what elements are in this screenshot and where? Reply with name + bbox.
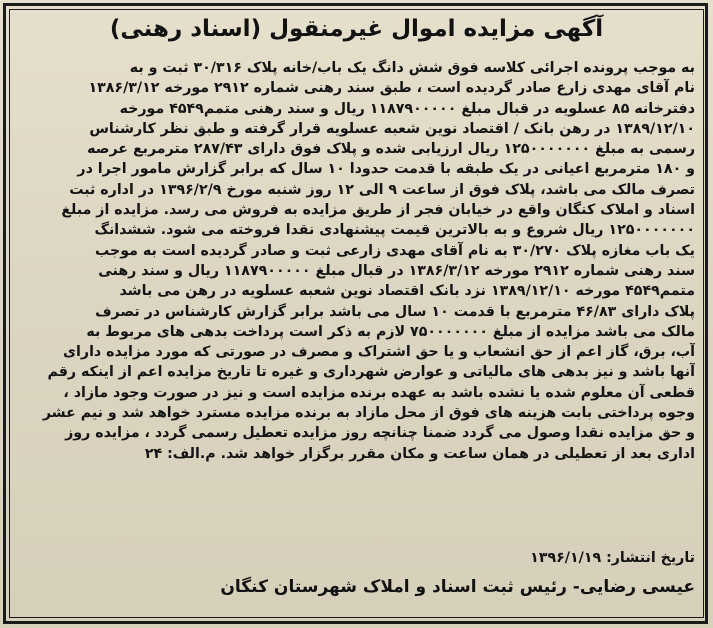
body-line: دفترخانه ۸۵ عسلویه در قبال مبلغ ۱۱۸۷۹۰۰۰۰۰ ریال و سند رهنی متمم۴۵۴۹ مورخه <box>119 100 695 117</box>
notice-title: آگهی مزایده اموال غیرمنقول (اسناد رهنی) <box>109 16 604 42</box>
body-line: رسمی به مبلغ ۱۲۵۰۰۰۰۰۰۰ ریال ارزیابی شده و پلاک فوق دارای ۲۸۷/۴۳ مترمربع عرصه <box>87 141 695 158</box>
body-line: آب، برق، گاز اعم از حق انشعاب و یا حق اشتراک و مصرف در صورتی که مورد مزایده دارای <box>63 344 695 361</box>
body-line: ۱۲۵۰۰۰۰۰۰۰ ریال شروع و به بالاترین قیمت پیشنهادی نقدا فروخته می شود. ششدانگ <box>94 222 695 239</box>
body-line: نام آقای مهدی زارع صادر گردیده است ، طبق سند رهنی شماره ۲۹۱۲ مورخه ۱۳۸۶/۳/۱۲ <box>88 80 695 97</box>
body-line: یک باب مغازه پلاک ۳۰/۲۷۰ به نام آقای مهدی زارعی ثبت و صادر گردیده است به موجب <box>94 242 695 259</box>
body-line: آنها باشد و نیز بدهی های مالیاتی و عوارض شهرداری و غیره تا تاریخ مزایده اعم از اینکه رقم <box>47 364 695 381</box>
body-line: و حق مزایده نقدا وصول می گردد ضمنا چنانچه روز مزایده تعطیل رسمی گردد ، مزایده روز <box>65 425 695 442</box>
body-line: مالک می باشد مزایده از مبلغ ۷۵۰۰۰۰۰۰۰ لازم به ذکر است پرداخت بدهی های مربوط به <box>86 323 695 340</box>
body-line: قطعی آن معلوم شده یا نشده باشد به عهده برنده مزایده است و نیز در صورت وجود مازاد ، <box>63 384 695 401</box>
notice-body <box>18 58 695 464</box>
body-line: به موجب پرونده اجرائی کلاسه فوق شش دانگ یک باب/خانه پلاک ۳۰/۳۱۶ ثبت و به <box>129 60 695 76</box>
body-line: پلاک دارای ۴۶/۸۳ مترمربع با قدمت ۱۰ سال می باشد برابر گزارش کارشناس در تصرف <box>95 303 695 320</box>
body-line: تصرف مالک می باشد، پلاک فوق از ساعت ۹ الی ۱۲ روز شنبه مورخ ۱۳۹۶/۲/۹ در اداره ثبت <box>69 181 695 198</box>
body-line: متمم۴۵۴۹ مورخه ۱۳۸۹/۱۲/۱۰ نزد بانک اقتصاد نوین شعبه عسلویه در رهن می باشد <box>119 283 695 300</box>
body-line: اسناد و املاک کنگان واقع در خیابان فجر از طریق مزایده به فروش می رسد. مزایده از مبلغ <box>61 202 695 219</box>
body-line: اداری بعد از تعطیلی در همان ساعت و مکان مقرر برگزار خواهد شد. م.الف: ۲۴ <box>144 445 695 462</box>
body-line: و ۱۸۰ مترمربع اعیانی در یک طبقه با قدمت حدودا ۱۰ سال که برابر گزارش مامور اجرا در <box>77 161 695 178</box>
body-line: ۱۳۸۹/۱۲/۱۰ در رهن بانک / اقتصاد نوین شعبه عسلویه قرار گرفته و طبق نظر کارشناس <box>89 120 695 137</box>
signature-line: عیسی رضایی- رئیس ثبت اسناد و املاک شهرستان کنگان <box>220 577 695 597</box>
body-line: سند رهنی شماره ۲۹۱۲ مورخه ۱۳۸۶/۳/۱۲ در قبال مبلغ ۱۱۸۷۹۰۰۰۰۰ ریال و سند رهنی <box>98 262 695 279</box>
publish-date: تاریخ انتشار: ۱۳۹۶/۱/۱۹ <box>530 550 695 566</box>
body-line: وجوه پرداختی بابت هزینه های فوق از محل مازاد به برنده مزایده مسترد خواهد شد و نیم عشر <box>42 405 695 422</box>
